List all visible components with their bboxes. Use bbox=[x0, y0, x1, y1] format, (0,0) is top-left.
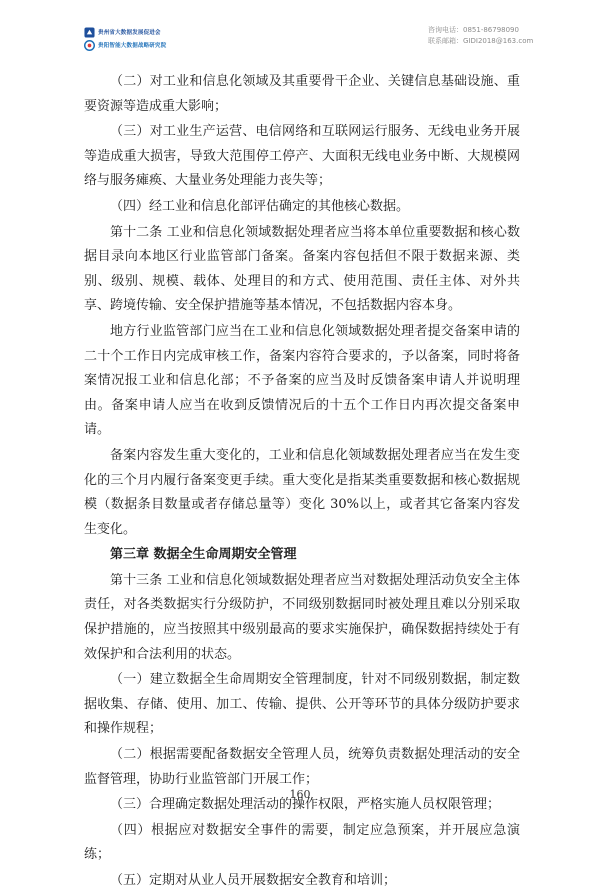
page-number: 160 bbox=[289, 788, 311, 801]
list-item: （一）建立数据全生命周期安全管理制度，针对不同级别数据，制定数据收集、存储、使用、加工、传输、提供、公开等环节的具体分级防护要求和操作规程； bbox=[84, 672, 520, 737]
logo-association-name: 贵州省大数据发展促进会 bbox=[98, 30, 161, 36]
page-header bbox=[0, 0, 600, 52]
list-item: （三）合理确定数据处理活动的操作权限，严格实施人员权限管理； bbox=[110, 797, 501, 813]
paragraph: 备案内容发生重大变化的，工业和信息化领域数据处理者应当在发生变化的三个月内履行备案变更手续。重大变化是指某类重要数据和核心数据规模（数据条目数量或者存储总量等）变化 30%以上，或者其它备案内容发生变化。 bbox=[84, 447, 520, 537]
paragraph: （四）经工业和信息化部评估确定的其他核心数据。 bbox=[110, 198, 410, 214]
chapter-heading: 第三章 数据全生命周期安全管理 bbox=[110, 547, 297, 563]
paragraph: （二）对工业和信息化领域及其重要骨干企业、关键信息基础设施、重要资源等造成重大影响； bbox=[84, 74, 520, 114]
paragraph: （三）对工业生产运营、电信网络和互联网运行服务、无线电业务开展等造成重大损害，导致大范围停工停产、大面积无线电业务中断、大规模网络与服务瘫痪、大量业务处理能力丧失等； bbox=[84, 124, 520, 189]
logo-line-1 bbox=[84, 26, 161, 38]
organization-logo bbox=[84, 26, 234, 52]
article-13: 第十三条 工业和信息化领域数据处理者应当对数据处理活动负安全主体责任，对各类数据实行分级防护，不同级别数据同时被处理且难以分别采取保护措施的，应当按照其中级别最高的要求实施保护，确保数据持续处于有效保护和合法利用的状态。 bbox=[84, 572, 520, 662]
contact-email: 联系邮箱：GIDI2018@163.com bbox=[428, 37, 534, 45]
list-item: （四）根据应对数据安全事件的需要，制定应急预案，并开展应急演练； bbox=[84, 822, 520, 863]
logo-institute-name: 贵阳智能大数据战略研究院 bbox=[98, 43, 167, 49]
institute-emblem-icon bbox=[84, 40, 95, 51]
association-emblem-icon bbox=[84, 27, 95, 38]
contact-phone: 咨询电话：0851-86798090 bbox=[428, 26, 519, 34]
paragraph: 地方行业监管部门应当在工业和信息化领域数据处理者提交备案申请的二十个工作日内完成审核工作，备案内容符合要求的，予以备案，同时将备案情况报工业和信息化部；不予备案的应当及时反馈备案申请人并说明理由。备案申请人应当在收到反馈情况后的十五个工作日内再次提交备案申请。 bbox=[84, 323, 520, 438]
logo-line-2 bbox=[84, 39, 166, 51]
contact-info bbox=[428, 25, 578, 47]
document-body bbox=[84, 70, 520, 894]
article-12: 第十二条 工业和信息化领域数据处理者应当将本单位重要数据和核心数据目录向本地区行业监管部门备案。备案内容包括但不限于数据来源、类别、级别、规模、载体、处理目的和方式、使用范围、责任主体、对外共享、跨境传输、安全保护措施等基本情况，不包括数据内容本身。 bbox=[84, 224, 520, 314]
list-item: （二）根据需要配备数据安全管理人员，统筹负责数据处理活动的安全监督管理，协助行业监管部门开展工作； bbox=[84, 747, 520, 787]
list-item: （五）定期对从业人员开展数据安全教育和培训； bbox=[110, 873, 397, 888]
